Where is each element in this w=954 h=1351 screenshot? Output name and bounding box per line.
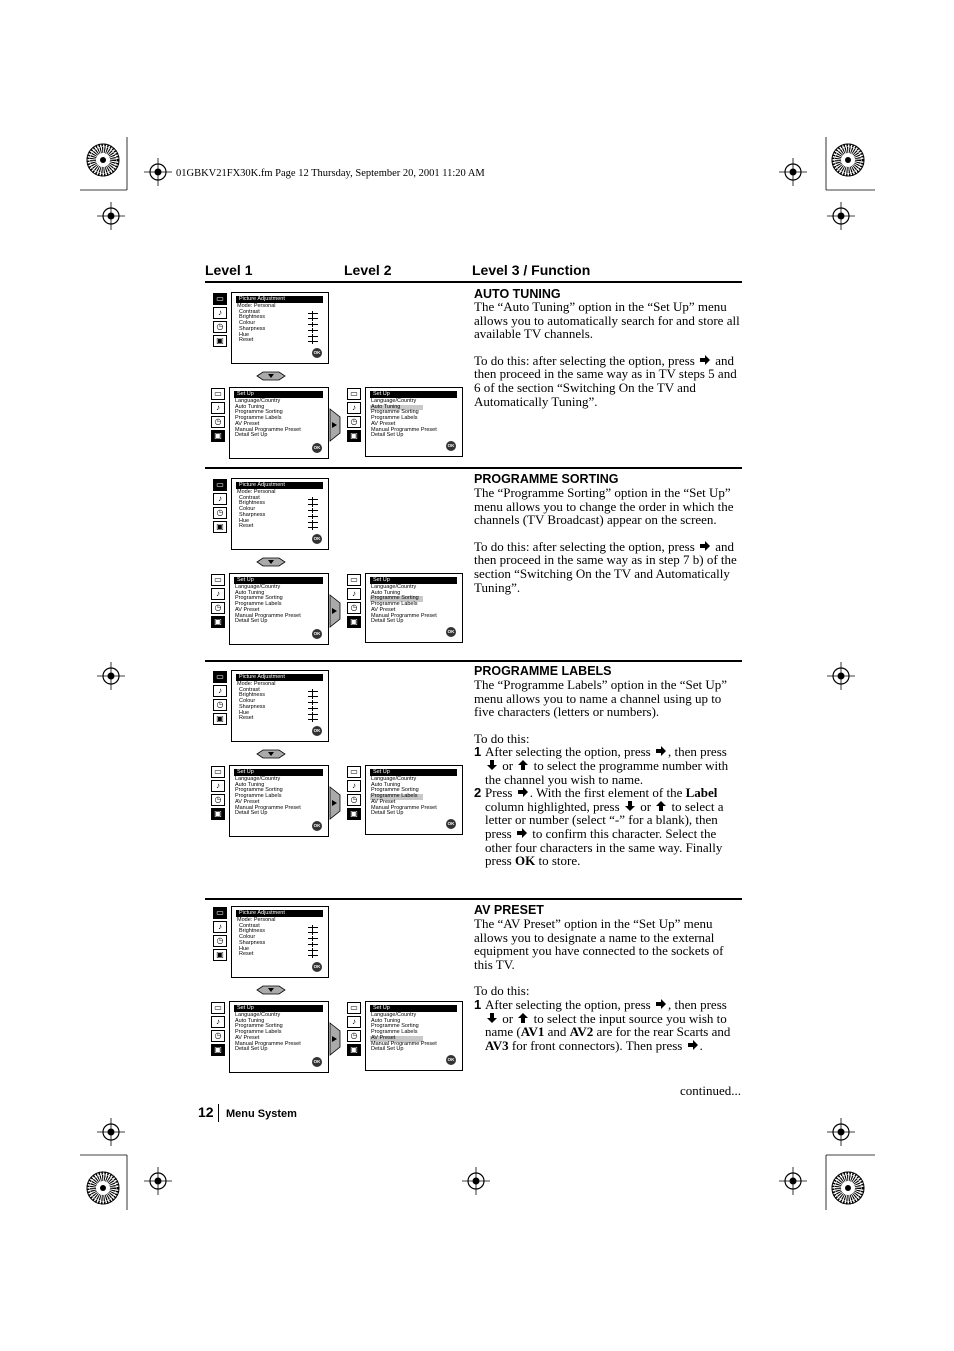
toolbox-icon: ▣ xyxy=(347,616,361,628)
clock-icon: ◷ xyxy=(211,416,225,428)
menu-item: Auto Tuning xyxy=(235,1017,265,1024)
menu-item: Programme Sorting xyxy=(235,595,283,602)
music-note-icon: ♪ xyxy=(213,493,227,505)
menu-item: Reset xyxy=(239,523,254,530)
menu-item: Colour xyxy=(239,934,256,941)
music-note-icon: ♪ xyxy=(213,685,227,697)
menu-item: Contrast xyxy=(239,686,260,693)
toolbox-icon: ▣ xyxy=(211,616,225,628)
menu-item: Colour xyxy=(239,506,256,513)
menu-item: Manual Programme Preset xyxy=(371,612,437,619)
slider-tick xyxy=(308,499,318,500)
step-text: or xyxy=(502,1010,514,1026)
music-note-icon: ♪ xyxy=(213,307,227,319)
step-text: . With the first element of the xyxy=(529,785,683,801)
toolbox-icon: ▣ xyxy=(211,808,225,820)
label-keyword: Label xyxy=(685,785,718,801)
menu-item: Colour xyxy=(239,698,256,705)
menu-item: Brightness xyxy=(239,692,265,699)
navigate-right-arrow-icon xyxy=(329,593,341,629)
ok-button-icon: OK xyxy=(312,726,322,736)
menu-item: Programme Sorting xyxy=(371,787,419,794)
menu-item-list xyxy=(370,777,436,817)
step-text: column highlighted, press xyxy=(485,798,620,814)
step-text: and xyxy=(547,1024,567,1040)
todo-text-a: To do this: after selecting the option, press xyxy=(474,538,695,554)
step-text: are for the rear Scarts and xyxy=(596,1024,731,1040)
toolbox-icon: ▣ xyxy=(347,430,361,442)
clock-icon: ◷ xyxy=(347,416,361,428)
programme-labels-intro: The “Programme Labels” option in the “Set Up” menu allows you to name a channel using up to five characters (letters or numbers). xyxy=(474,677,728,720)
menu-item: Manual Programme Preset xyxy=(371,426,437,433)
tv-icon: ▭ xyxy=(211,766,225,778)
menu-screen xyxy=(231,906,329,978)
av-preset-step-1 xyxy=(474,998,742,1052)
slider-tick xyxy=(308,313,318,314)
menu-item: Programme Labels xyxy=(371,415,418,422)
slider-tick xyxy=(308,708,318,709)
tv-icon: ▭ xyxy=(347,388,361,400)
slider-tick xyxy=(308,318,318,319)
menu-screen xyxy=(231,478,329,550)
menu-item: Detail Set Up xyxy=(371,432,404,439)
menu-item: Detail Set Up xyxy=(235,618,268,625)
section-title-programme-sorting: PROGRAMME SORTING xyxy=(474,472,619,486)
menu-screen xyxy=(231,670,329,742)
menu-item: Brightness xyxy=(239,500,265,507)
menu-item-list xyxy=(234,777,302,817)
menu-item: Language/Country xyxy=(235,1012,281,1018)
slider-tick xyxy=(308,719,318,720)
menu-item: Language/Country xyxy=(371,584,417,590)
menu-item: Sharpness xyxy=(239,325,266,332)
header-rule xyxy=(205,281,742,283)
menu-item: Hue xyxy=(239,331,250,338)
menu-screen xyxy=(229,1001,329,1073)
menu-item: Sharpness xyxy=(239,703,266,710)
slider-tick xyxy=(308,336,318,337)
step-text: to select a letter or number (select “-” for a blank), then press xyxy=(485,798,724,841)
menu-item: Detail Set Up xyxy=(371,810,404,817)
menu-item: Mode: Personal xyxy=(237,917,276,923)
step-text: . xyxy=(699,1037,703,1053)
menu-item: Manual Programme Preset xyxy=(371,1040,437,1047)
ok-button-icon: OK xyxy=(312,534,322,544)
tv-icon: ▭ xyxy=(213,671,227,683)
section-title-av-preset: AV PRESET xyxy=(474,903,544,917)
menu-item-list xyxy=(236,304,302,344)
menu-item: AV Preset xyxy=(235,420,260,427)
menu-item: Programme Sorting xyxy=(235,787,283,794)
section-body-programme-sorting xyxy=(474,486,742,594)
menu-item: Detail Set Up xyxy=(371,1046,404,1053)
menu-title: Picture Adjustment xyxy=(236,482,323,489)
menu-item: AV Preset xyxy=(371,420,396,427)
tv-icon: ▭ xyxy=(213,907,227,919)
menu-item-list xyxy=(236,682,302,722)
step-text: Press xyxy=(485,785,513,801)
menu-item: Manual Programme Preset xyxy=(235,1040,301,1047)
menu-item: Programme Sorting xyxy=(371,409,419,416)
tv-icon: ▭ xyxy=(211,1002,225,1014)
menu-item: Contrast xyxy=(239,308,260,315)
programme-sorting-todo xyxy=(474,540,742,594)
ok-button-icon: OK xyxy=(312,1057,322,1067)
av-preset-intro: The “AV Preset” option in the “Set Up” menu allows you to designate a name to the external equipment you have connected to the sockets of this TV. xyxy=(474,916,724,972)
av1-keyword: AV1 xyxy=(520,1024,545,1040)
step-text: to select the input source you wish to name ( xyxy=(485,1010,727,1040)
menu-item: Detail Set Up xyxy=(371,618,404,625)
menu-icon-column xyxy=(347,388,361,444)
slider-tick xyxy=(308,510,318,511)
menu-item: Hue xyxy=(239,517,250,524)
menu-icon-column xyxy=(213,479,227,535)
step-text: , then press xyxy=(667,996,727,1012)
menu-icon-column xyxy=(211,766,225,822)
arrow-up-icon xyxy=(655,800,667,812)
menu-item: Programme Labels xyxy=(235,601,282,608)
step-text: , then press xyxy=(667,744,727,760)
ok-button-icon: OK xyxy=(446,627,456,637)
menu-item: AV Preset xyxy=(235,1034,260,1041)
menu-item: Language/Country xyxy=(235,584,281,590)
av2-keyword: AV2 xyxy=(569,1024,594,1040)
clock-icon: ◷ xyxy=(213,321,227,333)
menu-title: Set Up xyxy=(234,577,323,584)
menu-item: Programme Sorting xyxy=(235,409,283,416)
music-note-icon: ♪ xyxy=(211,588,225,600)
slider-tick xyxy=(308,714,318,715)
todo-text-b: and then proceed in the same way as in step 7 b) of the section “Switching On the TV and Automatically Tuning”. xyxy=(474,538,737,595)
programme-labels-step-1 xyxy=(474,745,742,786)
clock-icon: ◷ xyxy=(211,1030,225,1042)
arrow-right-icon xyxy=(517,786,529,798)
slider-tick xyxy=(308,691,318,692)
menu-item: Contrast xyxy=(239,922,260,929)
menu-item: Auto Tuning xyxy=(235,589,265,596)
menu-item: Auto Tuning xyxy=(371,1017,401,1024)
section-rule-programme-sorting xyxy=(205,467,742,469)
step-text: to select the programme number with the channel you wish to name. xyxy=(485,757,729,787)
menu-item: Auto Tuning xyxy=(235,403,265,410)
menu-item-list xyxy=(236,918,302,958)
menu-item-list xyxy=(234,1013,302,1053)
toolbox-icon: ▣ xyxy=(347,1044,361,1056)
level-1-header: Level 1 xyxy=(205,262,253,278)
ok-button-icon: OK xyxy=(446,819,456,829)
menu-screen xyxy=(229,765,329,837)
music-note-icon: ♪ xyxy=(211,402,225,414)
menu-item: Reset xyxy=(239,951,254,958)
slider-tick xyxy=(308,950,318,951)
step-text: to confirm this character. Select the other four characters in the same way. Finally press xyxy=(485,825,723,869)
menu-item: Language/Country xyxy=(371,1012,417,1018)
tv-icon: ▭ xyxy=(211,388,225,400)
clock-icon: ◷ xyxy=(347,794,361,806)
slider-tick xyxy=(308,330,318,331)
clock-icon: ◷ xyxy=(211,794,225,806)
step-number: 2 xyxy=(474,785,482,801)
ok-button-icon: OK xyxy=(312,443,322,453)
menu-item: Programme Labels xyxy=(235,793,282,800)
menu-item: Manual Programme Preset xyxy=(235,612,301,619)
slider-tick xyxy=(308,522,318,523)
menu-item: Reset xyxy=(239,715,254,722)
music-note-icon: ♪ xyxy=(347,402,361,414)
menu-icon-column xyxy=(211,1002,225,1058)
file-header: 01GBKV21FX30K.fm Page 12 Thursday, September 20, 2001 11:20 AM xyxy=(176,168,485,179)
clock-icon: ◷ xyxy=(213,935,227,947)
menu-item: Detail Set Up xyxy=(235,432,268,439)
menu-item-list xyxy=(234,399,302,439)
programme-sorting-intro: The “Programme Sorting” option in the “Set Up” menu allows you to change the order in which the channels (TV Broadcast) appear on the screen. xyxy=(474,485,734,528)
slider-tick xyxy=(308,955,318,956)
tv-icon: ▭ xyxy=(347,1002,361,1014)
scroll-down-arrow-icon xyxy=(255,982,287,992)
arrow-right-icon xyxy=(655,745,667,757)
slider-tick xyxy=(308,944,318,945)
menu-title: Set Up xyxy=(370,769,457,776)
toolbox-icon: ▣ xyxy=(211,430,225,442)
menu-item: Hue xyxy=(239,945,250,952)
menu-icon-column xyxy=(213,293,227,349)
menu-title: Set Up xyxy=(370,1005,457,1012)
menu-item: Auto Tuning xyxy=(371,781,401,788)
menu-item: Programme Sorting xyxy=(235,1023,283,1030)
menu-item: Language/Country xyxy=(371,776,417,782)
step-text: to store. xyxy=(538,853,581,869)
todo-text-a: To do this: after selecting the option, press xyxy=(474,352,695,368)
music-note-icon: ♪ xyxy=(211,1016,225,1028)
menu-icon-column xyxy=(213,907,227,963)
ok-button-icon: OK xyxy=(312,821,322,831)
arrow-right-icon xyxy=(699,540,711,552)
menu-icon-column xyxy=(347,574,361,630)
slider-tick xyxy=(308,927,318,928)
menu-item: AV Preset xyxy=(235,798,260,805)
menu-icon-column xyxy=(347,766,361,822)
menu-screen xyxy=(365,1001,463,1071)
menu-title: Picture Adjustment xyxy=(236,674,323,681)
toolbox-icon: ▣ xyxy=(213,713,227,725)
menu-item: Colour xyxy=(239,320,256,327)
menu-item-list xyxy=(370,399,436,439)
step-number: 1 xyxy=(474,996,482,1012)
menu-item-list xyxy=(236,490,302,530)
section-title-programme-labels: PROGRAMME LABELS xyxy=(474,664,612,678)
programme-labels-step-2 xyxy=(474,786,742,868)
tv-icon: ▭ xyxy=(211,574,225,586)
section-rule-av-preset xyxy=(205,898,742,900)
step-number: 1 xyxy=(474,744,482,760)
music-note-icon: ♪ xyxy=(347,1016,361,1028)
section-rule-programme-labels xyxy=(205,660,742,662)
arrow-right-icon xyxy=(516,827,528,839)
av3-keyword: AV3 xyxy=(485,1037,509,1053)
menu-title: Set Up xyxy=(234,1005,323,1012)
menu-item: Programme Labels xyxy=(371,601,418,608)
slider-tick xyxy=(308,504,318,505)
menu-item-list xyxy=(370,585,436,625)
step-text: or xyxy=(502,757,514,773)
ok-button-icon: OK xyxy=(446,441,456,451)
section-body-programme-labels xyxy=(474,678,742,868)
menu-item: Reset xyxy=(239,337,254,344)
continued-note: continued... xyxy=(680,1083,742,1098)
menu-item: Detail Set Up xyxy=(235,810,268,817)
step-text: After selecting the option, press xyxy=(485,744,651,760)
menu-item: Contrast xyxy=(239,494,260,501)
tv-icon: ▭ xyxy=(347,574,361,586)
menu-item: Sharpness xyxy=(239,939,266,946)
level-2-header: Level 2 xyxy=(344,262,392,278)
menu-title: Set Up xyxy=(234,391,323,398)
menu-item: Manual Programme Preset xyxy=(235,804,301,811)
menu-item: Language/Country xyxy=(235,776,281,782)
menu-item: Auto Tuning xyxy=(370,405,423,411)
arrow-up-icon xyxy=(517,1012,529,1024)
menu-item: Programme Labels xyxy=(370,794,423,800)
menu-item: Programme Sorting xyxy=(370,596,423,602)
slider-tick xyxy=(308,324,318,325)
toolbox-icon: ▣ xyxy=(211,1044,225,1056)
menu-item: AV Preset xyxy=(371,798,396,805)
menu-item: Programme Labels xyxy=(235,415,282,422)
menu-title: Set Up xyxy=(234,769,323,776)
slider-tick xyxy=(308,932,318,933)
arrow-down-icon xyxy=(624,800,636,812)
menu-item: AV Preset xyxy=(235,606,260,613)
ok-button-icon: OK xyxy=(312,348,322,358)
toolbox-icon: ▣ xyxy=(213,521,227,533)
menu-title: Set Up xyxy=(370,391,457,398)
menu-item: Detail Set Up xyxy=(235,1046,268,1053)
menu-item: Programme Labels xyxy=(235,1029,282,1036)
navigate-right-arrow-icon xyxy=(329,785,341,821)
slider-tick xyxy=(308,696,318,697)
arrow-up-icon xyxy=(517,759,529,771)
menu-item: Auto Tuning xyxy=(371,589,401,596)
slider-tick xyxy=(308,516,318,517)
step-text: or xyxy=(640,798,652,814)
section-body-auto-tuning xyxy=(474,300,742,408)
arrow-right-icon xyxy=(687,1039,699,1051)
toolbox-icon: ▣ xyxy=(347,808,361,820)
navigate-right-arrow-icon xyxy=(329,407,341,443)
scroll-down-arrow-icon xyxy=(255,368,287,378)
ok-keyword: OK xyxy=(514,853,536,869)
page-number: 12 xyxy=(198,1104,214,1120)
slider-tick xyxy=(308,702,318,703)
step-text: for front connectors). Then press xyxy=(511,1037,683,1053)
menu-item: AV Preset xyxy=(371,606,396,613)
ok-button-icon: OK xyxy=(312,962,322,972)
menu-screen xyxy=(231,292,329,364)
auto-tuning-intro: The “Auto Tuning” option in the “Set Up” menu allows you to automatically search for and store all available TV channels. xyxy=(474,299,740,342)
menu-item-list xyxy=(370,1013,436,1053)
menu-screen xyxy=(229,387,329,459)
menu-item: Programme Labels xyxy=(371,1029,418,1036)
arrow-down-icon xyxy=(486,759,498,771)
scroll-down-arrow-icon xyxy=(255,554,287,564)
menu-screen xyxy=(229,573,329,645)
tv-icon: ▭ xyxy=(213,293,227,305)
menu-item: AV Preset xyxy=(370,1036,423,1042)
ok-button-icon: OK xyxy=(312,629,322,639)
clock-icon: ◷ xyxy=(347,1030,361,1042)
tv-icon: ▭ xyxy=(347,766,361,778)
navigate-right-arrow-icon xyxy=(329,1021,341,1057)
toolbox-icon: ▣ xyxy=(213,335,227,347)
menu-item: Language/Country xyxy=(371,398,417,404)
menu-icon-column xyxy=(213,671,227,727)
todo-text-b: and then proceed in the same way as in TV steps 5 and 6 of the section “Switching On the TV and Automatically Tuning”. xyxy=(474,352,737,409)
section-body-av-preset xyxy=(474,917,742,1052)
arrow-right-icon xyxy=(699,354,711,366)
music-note-icon: ♪ xyxy=(347,588,361,600)
menu-title: Set Up xyxy=(370,577,457,584)
programme-labels-todo: To do this: xyxy=(474,730,530,746)
menu-icon-column xyxy=(211,574,225,630)
menu-item-list xyxy=(234,585,302,625)
music-note-icon: ♪ xyxy=(347,780,361,792)
tv-icon: ▭ xyxy=(213,479,227,491)
level-3-header: Level 3 / Function xyxy=(472,262,591,278)
menu-title: Picture Adjustment xyxy=(236,296,323,303)
menu-item: Programme Sorting xyxy=(371,1023,419,1030)
step-text: After selecting the option, press xyxy=(485,996,651,1012)
menu-item: Manual Programme Preset xyxy=(235,426,301,433)
clock-icon: ◷ xyxy=(213,507,227,519)
menu-item: Sharpness xyxy=(239,511,266,518)
menu-icon-column xyxy=(347,1002,361,1058)
menu-item: Hue xyxy=(239,709,250,716)
menu-icon-column xyxy=(211,388,225,444)
arrow-right-icon xyxy=(655,998,667,1010)
menu-screen xyxy=(365,573,463,643)
menu-item: Mode: Personal xyxy=(237,681,276,687)
section-title-auto-tuning: AUTO TUNING xyxy=(474,287,561,301)
menu-screen xyxy=(365,765,463,835)
ok-button-icon: OK xyxy=(446,1055,456,1065)
av-preset-todo: To do this: xyxy=(474,983,530,999)
menu-item: Brightness xyxy=(239,314,265,321)
arrow-down-icon xyxy=(486,1012,498,1024)
menu-item: Mode: Personal xyxy=(237,303,276,309)
auto-tuning-todo xyxy=(474,354,742,408)
footer-section-name: Menu System xyxy=(226,1108,297,1120)
menu-item: Language/Country xyxy=(235,398,281,404)
scroll-down-arrow-icon xyxy=(255,746,287,756)
menu-item: Brightness xyxy=(239,928,265,935)
clock-icon: ◷ xyxy=(211,602,225,614)
footer-divider xyxy=(218,1104,219,1122)
slider-tick xyxy=(308,938,318,939)
slider-tick xyxy=(308,527,318,528)
clock-icon: ◷ xyxy=(347,602,361,614)
menu-title: Picture Adjustment xyxy=(236,910,323,917)
toolbox-icon: ▣ xyxy=(213,949,227,961)
slider-tick xyxy=(308,341,318,342)
clock-icon: ◷ xyxy=(213,699,227,711)
menu-item: Manual Programme Preset xyxy=(371,804,437,811)
menu-item: Auto Tuning xyxy=(235,781,265,788)
menu-item: Mode: Personal xyxy=(237,489,276,495)
menu-screen xyxy=(365,387,463,457)
music-note-icon: ♪ xyxy=(213,921,227,933)
music-note-icon: ♪ xyxy=(211,780,225,792)
